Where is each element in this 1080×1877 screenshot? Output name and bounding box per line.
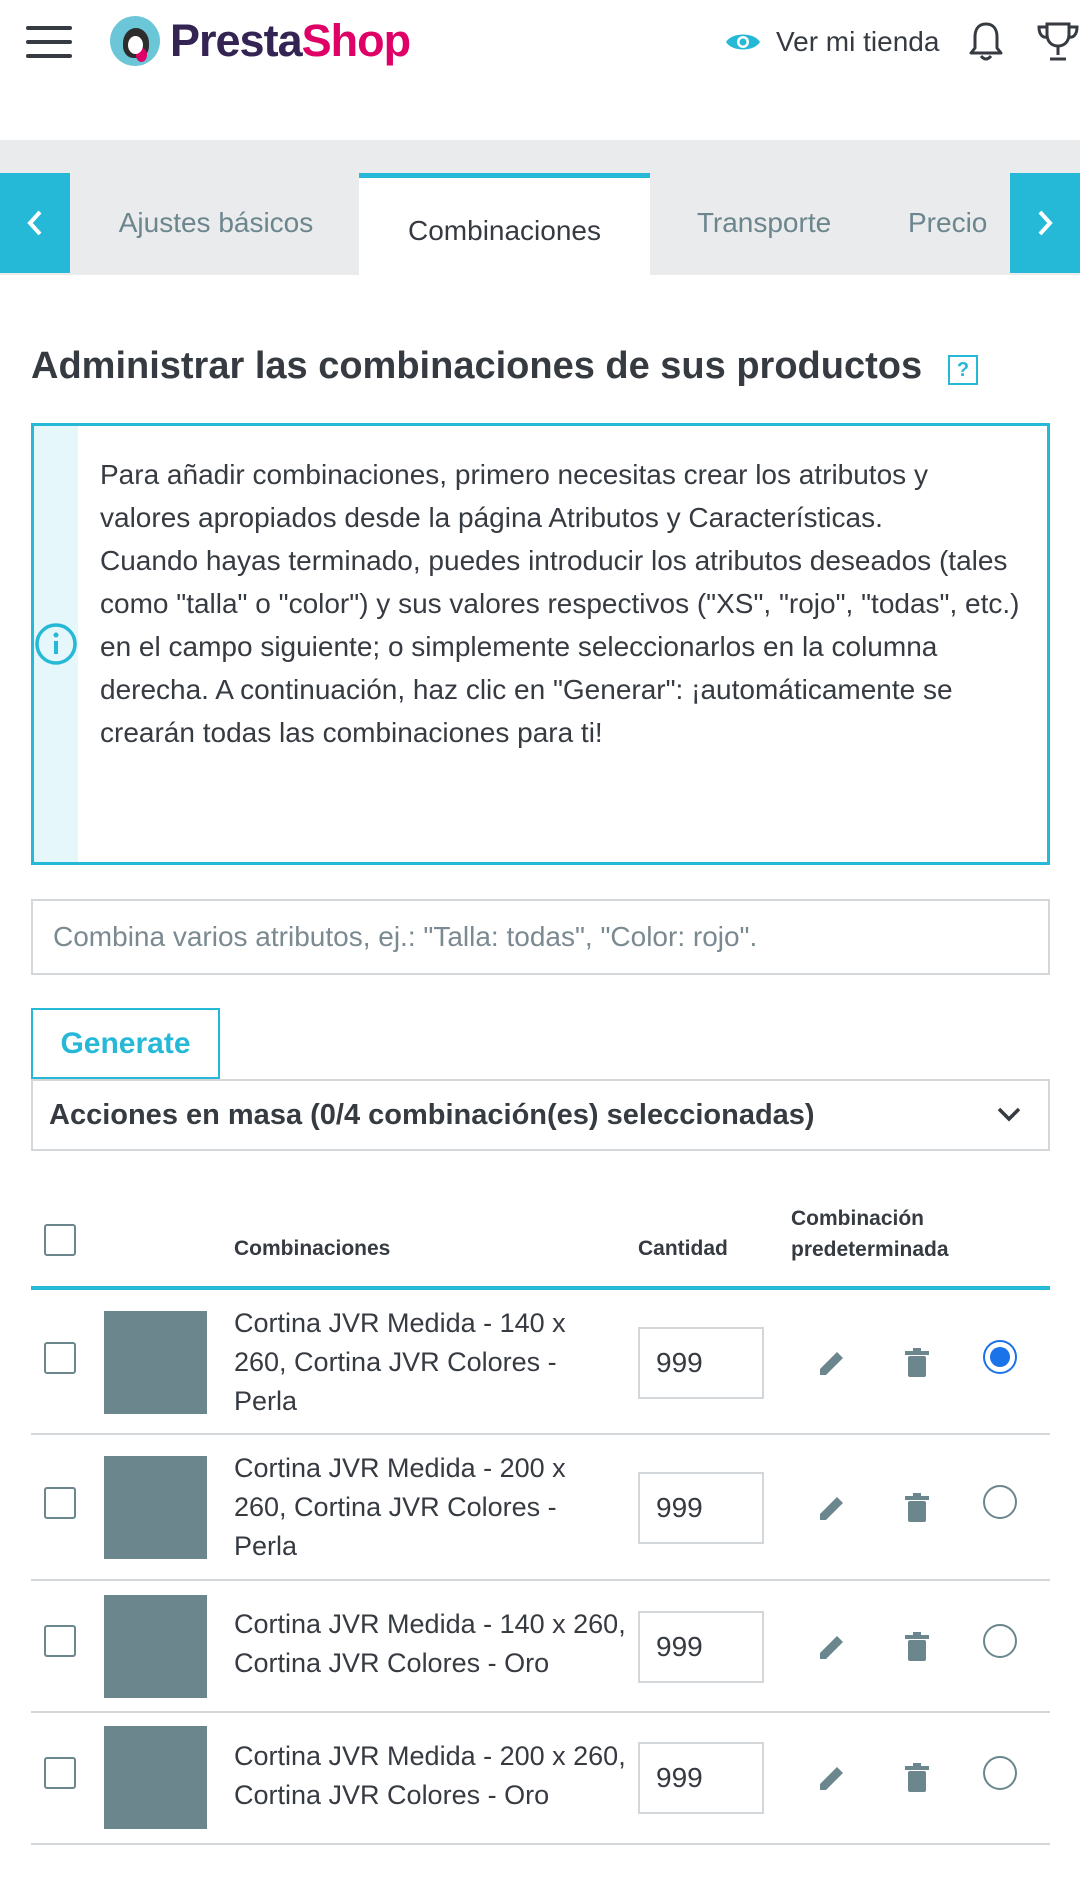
eye-icon: [724, 29, 762, 55]
page-title: Administrar las combinaciones de sus productos: [31, 345, 923, 387]
tab-combinations[interactable]: Combinaciones: [359, 173, 650, 276]
row-checkbox[interactable]: [44, 1342, 76, 1374]
combination-attributes-input[interactable]: [31, 899, 1050, 975]
edit-icon[interactable]: [815, 1630, 849, 1664]
quantity-input[interactable]: [638, 1472, 764, 1544]
trash-icon[interactable]: [900, 1761, 934, 1795]
column-header-default-line2: predeterminada: [791, 1238, 949, 1261]
logo-text: PrestaShop: [170, 15, 411, 66]
tab-shipping[interactable]: Transporte: [696, 207, 832, 238]
row-divider: [31, 1433, 1050, 1435]
puffin-logo-icon: [110, 16, 160, 66]
trash-icon[interactable]: [900, 1630, 934, 1664]
edit-icon[interactable]: [815, 1491, 849, 1525]
menu-icon[interactable]: [26, 26, 72, 58]
row-divider: [31, 1579, 1050, 1581]
info-sidebar: [34, 426, 78, 862]
default-combination-radio[interactable]: [983, 1756, 1017, 1790]
combination-name: Cortina JVR Medida - 200 x 260, Cortina JVR Colores - Oro: [234, 1741, 626, 1810]
default-combination-radio[interactable]: [983, 1624, 1017, 1658]
row-checkbox[interactable]: [44, 1625, 76, 1657]
bulk-actions-dropdown[interactable]: [31, 1079, 1050, 1151]
combination-name: Cortina JVR Medida - 140 x 260, Cortina JVR Colores - Perla: [234, 1308, 566, 1416]
quantity-input[interactable]: [638, 1327, 764, 1399]
view-store-label: Ver mi tienda: [776, 26, 940, 57]
view-store-link[interactable]: [724, 18, 939, 66]
combination-thumbnail: [104, 1456, 207, 1559]
column-header-combinations: Combinaciones: [234, 1237, 391, 1260]
info-icon: [34, 622, 78, 666]
combination-thumbnail: [104, 1595, 207, 1698]
help-icon[interactable]: ?: [948, 355, 978, 385]
tab-scroll-right-button[interactable]: [1010, 173, 1080, 273]
trash-icon[interactable]: [900, 1346, 934, 1380]
select-all-checkbox[interactable]: [44, 1224, 76, 1256]
chevron-left-icon: [25, 208, 45, 238]
combination-name: Cortina JVR Medida - 140 x 260, Cortina JVR Colores - Oro: [234, 1609, 626, 1678]
quantity-input[interactable]: [638, 1611, 764, 1683]
tab-basic-settings[interactable]: Ajustes básicos: [118, 207, 314, 238]
row-divider: [31, 1843, 1050, 1845]
info-text: [78, 426, 1047, 862]
row-checkbox[interactable]: [44, 1487, 76, 1519]
row-checkbox[interactable]: [44, 1757, 76, 1789]
generate-button[interactable]: Generate: [31, 1008, 220, 1079]
column-header-default: [791, 1203, 949, 1265]
combination-name: Cortina JVR Medida - 200 x 260, Cortina JVR Colores - Perla: [234, 1453, 566, 1561]
trophy-icon[interactable]: [1036, 18, 1080, 66]
bell-icon[interactable]: [966, 18, 1006, 66]
tab-pricing[interactable]: Precio: [908, 207, 988, 238]
tab-scroll-left-button[interactable]: [0, 173, 70, 273]
info-paragraph-2: Cuando hayas terminado, puedes introducir los atributos deseados (tales como "talla" o "color") y sus valores respectivos ("XS", "rojo", "todas", etc.) en el campo siguiente; o simplemente seleccionarlos en la columna derecha. A continuación, haz clic en "Generar": ¡automáticamente se crearán todas las combinaciones para ti!: [100, 545, 1020, 748]
chevron-right-icon: [1035, 208, 1055, 238]
prestashop-logo[interactable]: [110, 14, 410, 68]
info-alert: [31, 423, 1050, 865]
row-divider: [31, 1711, 1050, 1713]
trash-icon[interactable]: [900, 1491, 934, 1525]
default-combination-radio[interactable]: [983, 1485, 1017, 1519]
combination-thumbnail: [104, 1726, 207, 1829]
table-header-divider: [31, 1286, 1050, 1290]
edit-icon[interactable]: [815, 1761, 849, 1795]
top-header: [0, 0, 1080, 140]
column-header-quantity: Cantidad: [638, 1237, 728, 1260]
chevron-down-icon: [996, 1105, 1022, 1123]
edit-icon[interactable]: [815, 1346, 849, 1380]
default-combination-radio[interactable]: [983, 1340, 1017, 1374]
bulk-actions-label: Acciones en masa (0/4 combinación(es) seleccionadas): [49, 1098, 815, 1131]
combination-thumbnail: [104, 1311, 207, 1414]
column-header-default-line1: Combinación: [791, 1207, 925, 1230]
info-paragraph-1: Para añadir combinaciones, primero necesitas crear los atributos y valores apropiados desde la página Atributos y Características.: [100, 459, 928, 533]
quantity-input[interactable]: [638, 1742, 764, 1814]
